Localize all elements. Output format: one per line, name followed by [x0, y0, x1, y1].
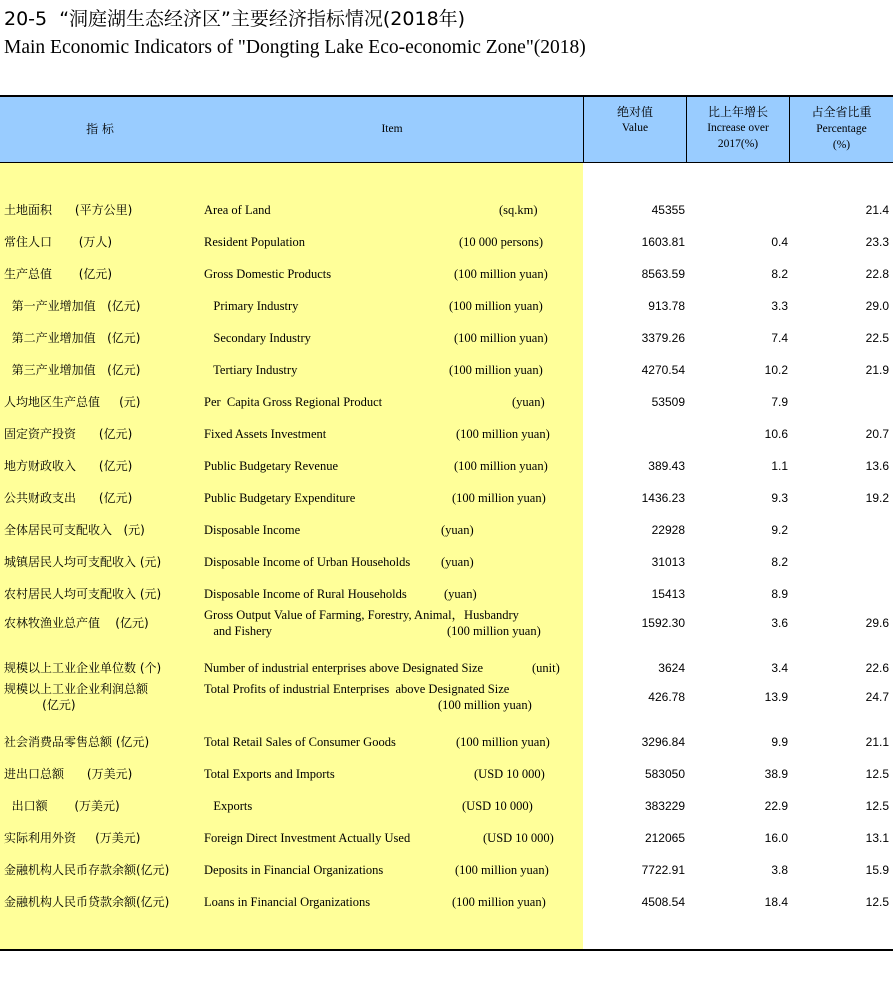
table-row — [0, 202, 893, 234]
item-unit: (yuan) — [444, 587, 477, 601]
indicator-cn: 全体居民可支配收入 (元) — [4, 523, 145, 537]
table-row — [0, 362, 893, 394]
percentage-cell: 12.5 — [865, 799, 889, 813]
item-en: Disposable Income — [204, 523, 301, 537]
increase-cell: 10.6 — [764, 427, 788, 441]
item-unit: (USD 10 000) — [483, 831, 554, 845]
item-en: Total Profits of industrial Enterprises above Designated Size — [204, 682, 510, 696]
table-row — [0, 608, 893, 647]
table-row — [0, 490, 893, 522]
percentage-cell: 21.1 — [865, 735, 889, 749]
percentage-cell: 23.3 — [865, 235, 889, 249]
value-cell: 3624 — [658, 661, 685, 675]
indicator-cn: 第一产业增加值 (亿元) — [4, 299, 141, 313]
table-row — [0, 266, 893, 298]
value-cell: 53509 — [651, 395, 685, 409]
item-unit: (100 million yuan) — [438, 698, 532, 712]
item-en: Area of Land — [204, 203, 271, 217]
indicator-cn: 人均地区生产总值 (元) — [4, 395, 141, 409]
increase-cell: 3.4 — [771, 661, 788, 675]
item-unit: (100 million yuan) — [449, 299, 543, 313]
header-indicator-cn: 指 标 — [86, 122, 114, 136]
item-unit: (yuan) — [441, 523, 474, 537]
value-cell: 3379.26 — [641, 331, 685, 345]
item-en: Secondary Industry — [204, 331, 311, 345]
increase-cell: 9.9 — [771, 735, 788, 749]
header-value-cn: 绝对值 — [616, 105, 653, 119]
indicator-cn: 社会消费品零售总额 (亿元) — [4, 735, 150, 749]
item-unit: (100 million yuan) — [454, 267, 548, 281]
indicator-cn: 第三产业增加值 (亿元) — [4, 363, 141, 377]
item-unit: (yuan) — [441, 555, 474, 569]
value-cell: 913.78 — [648, 299, 685, 313]
increase-cell: 38.9 — [764, 767, 788, 781]
increase-cell: 22.9 — [764, 799, 788, 813]
item-en: Public Budgetary Expenditure — [204, 491, 356, 505]
item-unit: (yuan) — [512, 395, 545, 409]
indicator-cn: 常住人口 (万人) — [4, 235, 113, 249]
value-cell: 15413 — [651, 587, 685, 601]
table-header-rule — [0, 162, 893, 163]
item-unit: (100 million yuan) — [454, 459, 548, 473]
item-en: Disposable Income of Rural Households — [204, 587, 407, 601]
item-en: Gross Output Value of Farming, Forestry, Animal，Husbandry — [204, 608, 519, 622]
increase-cell: 1.1 — [771, 459, 788, 473]
percentage-cell: 12.5 — [865, 895, 889, 909]
indicator-cn: 生产总值 (亿元) — [4, 267, 113, 281]
page-title-en: Main Economic Indicators of "Dongting Lake Eco-economic Zone"(2018) — [4, 37, 586, 58]
value-cell: 4508.54 — [641, 895, 685, 909]
increase-cell: 9.2 — [771, 523, 788, 537]
item-unit: (100 million yuan) — [456, 735, 550, 749]
table-row — [0, 426, 893, 458]
value-cell: 389.43 — [648, 459, 685, 473]
item-en: Deposits in Financial Organizations — [204, 863, 384, 877]
item-unit: (100 million yuan) — [447, 624, 541, 638]
item-unit: (10 000 persons) — [459, 235, 544, 249]
item-unit: (100 million yuan) — [456, 427, 550, 441]
value-cell: 31013 — [651, 555, 685, 569]
header-value-en: Value — [621, 122, 649, 134]
indicator-cn: 地方财政收入 (亿元) — [4, 459, 133, 473]
value-cell: 45355 — [651, 203, 685, 217]
item-unit: (100 million yuan) — [454, 331, 548, 345]
percentage-cell: 19.2 — [865, 491, 889, 505]
page-title-cn: 20-5 “洞庭湖生态经济区”主要经济指标情况(2018年) — [4, 8, 466, 30]
item-en: Public Budgetary Revenue — [204, 459, 338, 473]
item-en: Per Capita Gross Regional Product — [204, 395, 383, 409]
item-en-line2: and Fishery — [204, 624, 273, 638]
item-en: Disposable Income of Urban Households — [204, 555, 411, 569]
percentage-cell: 22.5 — [865, 331, 889, 345]
item-en: Tertiary Industry — [204, 363, 298, 377]
indicator-cn: 土地面积 (平方公里) — [4, 203, 133, 217]
percentage-cell: 21.4 — [865, 203, 889, 217]
item-en: Total Retail Sales of Consumer Goods — [204, 735, 396, 749]
item-unit: (USD 10 000) — [474, 767, 545, 781]
indicator-cn: 出口额 (万美元) — [4, 799, 120, 813]
indicator-cn: 进出口总额 (万美元) — [4, 767, 133, 781]
increase-cell: 8.2 — [771, 267, 788, 281]
increase-cell: 10.2 — [764, 363, 788, 377]
increase-cell: 7.4 — [771, 331, 788, 345]
item-en: Resident Population — [204, 235, 306, 249]
value-cell: 212065 — [644, 831, 685, 845]
value-cell: 4270.54 — [641, 363, 685, 377]
value-cell: 7722.91 — [641, 863, 685, 877]
header-increase-en-2: 2017(%) — [717, 138, 759, 150]
table-row — [0, 330, 893, 362]
header-pct-cn: 占全省比重 — [811, 105, 872, 119]
increase-cell: 13.9 — [764, 690, 788, 704]
table-row — [0, 682, 893, 721]
value-cell: 22928 — [651, 523, 685, 537]
indicator-cn: 公共财政支出 (亿元) — [4, 491, 133, 505]
increase-cell: 16.0 — [764, 831, 788, 845]
indicator-cn: 规模以上工业企业利润总额 — [4, 682, 149, 696]
table-row — [0, 798, 893, 830]
item-unit: (100 million yuan) — [452, 491, 546, 505]
increase-cell: 7.9 — [771, 395, 788, 409]
percentage-cell: 20.7 — [865, 427, 889, 441]
item-en: Number of industrial enterprises above Designated Size — [204, 661, 484, 675]
percentage-cell: 21.9 — [865, 363, 889, 377]
percentage-cell: 22.8 — [865, 267, 889, 281]
indicator-cn: 金融机构人民币存款余额(亿元) — [4, 863, 170, 877]
item-en: Foreign Direct Investment Actually Used — [204, 831, 411, 845]
indicator-cn: 第二产业增加值 (亿元) — [4, 331, 141, 345]
value-cell: 426.78 — [648, 690, 685, 704]
indicator-cn: 规模以上工业企业单位数 (个) — [4, 661, 162, 675]
indicator-cn: 农村居民人均可支配收入 (元) — [4, 587, 162, 601]
value-cell: 1592.30 — [641, 616, 685, 630]
percentage-cell: 15.9 — [865, 863, 889, 877]
table-row — [0, 766, 893, 798]
value-cell: 583050 — [644, 767, 685, 781]
percentage-cell: 13.1 — [865, 831, 889, 845]
table-row — [0, 458, 893, 490]
table-row — [0, 234, 893, 266]
item-en: Primary Industry — [204, 299, 299, 313]
item-en: Total Exports and Imports — [204, 767, 335, 781]
table-row — [0, 298, 893, 330]
table-bottom-rule — [0, 949, 893, 951]
header-increase-en-1: Increase over — [707, 122, 769, 134]
indicator-cn: 实际利用外资 (万美元) — [4, 831, 141, 845]
indicator-cn: 城镇居民人均可支配收入 (元) — [4, 555, 162, 569]
value-cell: 383229 — [644, 799, 685, 813]
increase-cell: 3.3 — [771, 299, 788, 313]
increase-cell: 18.4 — [764, 895, 788, 909]
table-row — [0, 394, 893, 426]
value-cell: 8563.59 — [641, 267, 685, 281]
indicator-cn: 固定资产投资 (亿元) — [4, 427, 133, 441]
item-unit: (USD 10 000) — [462, 799, 533, 813]
increase-cell: 3.8 — [771, 863, 788, 877]
header-pct-en-2: (%) — [832, 139, 851, 151]
increase-cell: 8.9 — [771, 587, 788, 601]
value-cell: 1436.23 — [641, 491, 685, 505]
table-row — [0, 894, 893, 926]
indicator-cn: 农林牧渔业总产值 (亿元) — [4, 616, 149, 630]
table-row — [0, 522, 893, 554]
percentage-cell: 29.6 — [865, 616, 889, 630]
item-en: Exports — [204, 799, 253, 813]
increase-cell: 0.4 — [771, 235, 788, 249]
item-en: Fixed Assets Investment — [204, 427, 327, 441]
item-unit: (sq.km) — [499, 203, 538, 217]
item-unit: (unit) — [532, 661, 560, 675]
item-en: Loans in Financial Organizations — [204, 895, 371, 909]
table-row — [0, 830, 893, 862]
value-cell: 1603.81 — [641, 235, 685, 249]
item-unit: (100 million yuan) — [455, 863, 549, 877]
increase-cell: 3.6 — [771, 616, 788, 630]
item-en: Gross Domestic Products — [204, 267, 332, 281]
increase-cell: 9.3 — [771, 491, 788, 505]
percentage-cell: 29.0 — [865, 299, 889, 313]
header-item-en: Item — [381, 123, 403, 135]
table-row — [0, 734, 893, 766]
percentage-cell: 12.5 — [865, 767, 889, 781]
item-unit: (100 million yuan) — [452, 895, 546, 909]
header-pct-en-1: Percentage — [816, 123, 867, 135]
percentage-cell: 24.7 — [865, 690, 889, 704]
table-row — [0, 862, 893, 894]
percentage-cell: 13.6 — [865, 459, 889, 473]
header-increase-cn: 比上年增长 — [707, 105, 768, 119]
indicator-cn-line2: (亿元) — [4, 698, 76, 712]
indicator-cn: 金融机构人民币贷款余额(亿元) — [4, 895, 170, 909]
percentage-cell: 22.6 — [865, 661, 889, 675]
increase-cell: 8.2 — [771, 555, 788, 569]
table-row — [0, 554, 893, 586]
item-unit: (100 million yuan) — [449, 363, 543, 377]
value-cell: 3296.84 — [641, 735, 685, 749]
